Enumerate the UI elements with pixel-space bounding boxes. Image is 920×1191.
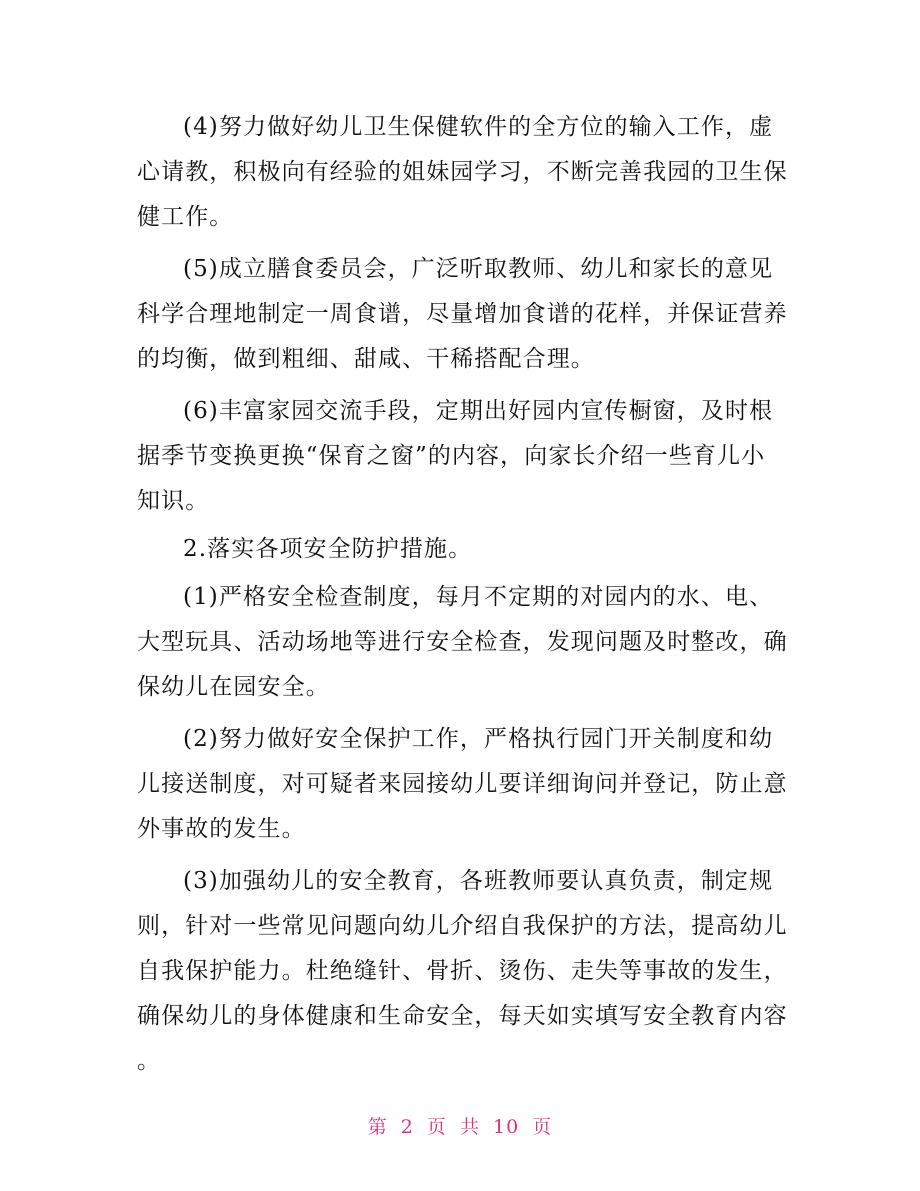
paragraph-line: 自我保护能力。杜绝缝针、骨折、烫伤、走失等事故的发生，: [137, 958, 788, 984]
paragraph-line: 健工作。: [137, 204, 234, 230]
paragraph-line: 科学合理地制定一周食谱，尽量增加食谱的花样，并保证营养: [137, 301, 788, 327]
page-footer: [0, 1112, 920, 1139]
paragraph-line: (4)努力做好幼儿卫生保健软件的全方位的输入工作，虚: [183, 114, 774, 140]
paragraph-line: (1)严格安全检查制度，每月不定期的对园内的水、电、: [183, 584, 774, 610]
paragraph-line: 外事故的发生。: [137, 816, 306, 842]
paragraph-line: 的均衡，做到粗细、甜咸、干稀搭配合理。: [137, 346, 595, 372]
paragraph-line: (3)加强幼儿的安全教育，各班教师要认真负责，制定规: [183, 868, 774, 894]
footer-label-gong: 共: [459, 1116, 480, 1138]
paragraph-line: (5)成立膳食委员会，广泛听取教师、幼儿和家长的意见: [183, 256, 774, 282]
footer-label-ye: 页: [426, 1116, 447, 1138]
paragraph-line: 心请教，积极向有经验的姐妹园学习，不断完善我园的卫生保: [137, 159, 788, 185]
total-page-count: 10: [493, 1116, 520, 1138]
current-page-number: 2: [400, 1116, 414, 1138]
paragraph-line: 则，针对一些常见问题向幼儿介绍自我保护的方法，提高幼儿: [137, 913, 788, 939]
paragraph-line: (2)努力做好安全保护工作，严格执行园门开关制度和幼: [183, 726, 774, 752]
paragraph-line: 知识。: [137, 488, 210, 514]
section-heading: 2.落实各项安全防护措施。: [183, 536, 473, 562]
paragraph-line: 保幼儿在园安全。: [137, 674, 330, 700]
paragraph-line: 。: [137, 1048, 162, 1074]
footer-label-di: 第: [367, 1116, 388, 1138]
paragraph-line: 确保幼儿的身体健康和生命安全，每天如实填写安全教育内容: [137, 1003, 788, 1029]
paragraph-line: (6)丰富家园交流手段，定期出好园内宣传橱窗，及时根: [183, 398, 774, 424]
paragraph-line: 据季节变换更换“保育之窗”的内容，向家长介绍一些育儿小: [137, 443, 766, 469]
footer-label-ye-2: 页: [532, 1116, 553, 1138]
paragraph-line: 大型玩具、活动场地等进行安全检查，发现问题及时整改，确: [137, 629, 788, 655]
paragraph-line: 儿接送制度，对可疑者来园接幼儿要详细询问并登记，防止意: [137, 771, 788, 797]
